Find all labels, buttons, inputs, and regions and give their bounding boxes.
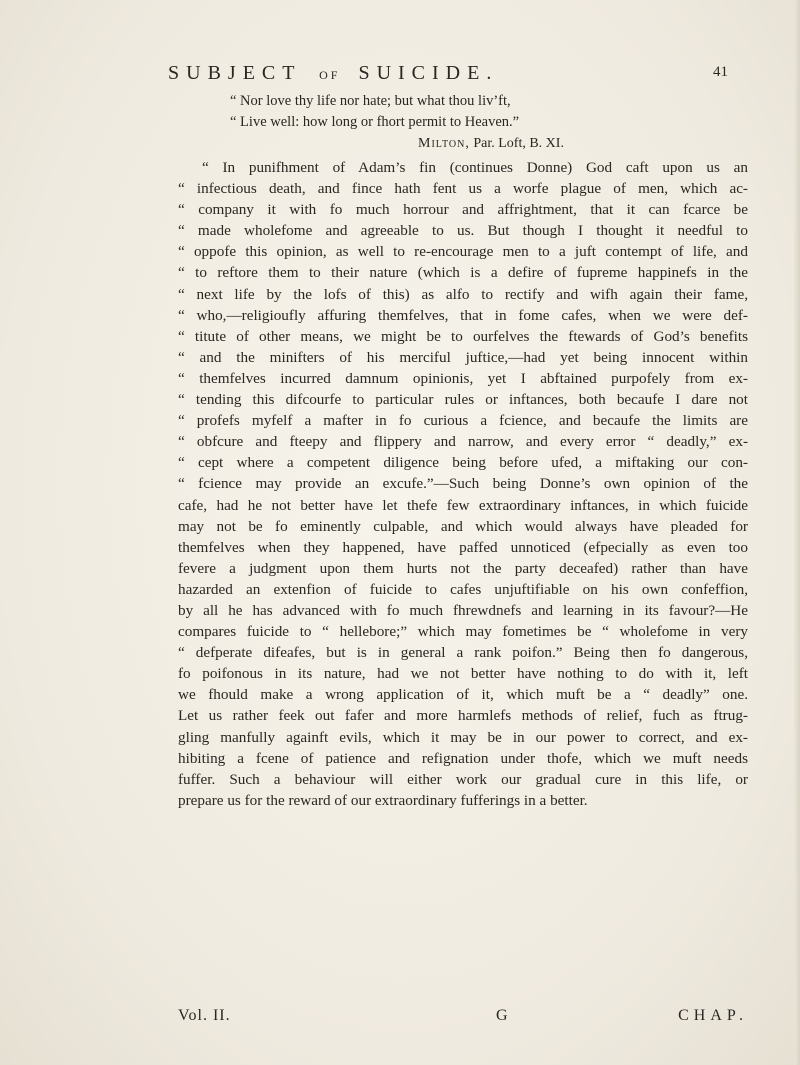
text-line: fo poifonous in its nature, had we not better have nothing to do with it, left <box>178 665 748 683</box>
text-line: “ made wholefome and agreeable to us. But though I thought it needful to <box>178 222 748 240</box>
running-head <box>168 62 728 85</box>
volume-label: Vol. II. <box>178 1007 231 1024</box>
text-line: “ titute of other means, we might be to ourfelves the ftewards of God’s benefits <box>178 327 748 345</box>
epigraph-citation <box>418 133 750 154</box>
text-line: gling manfully againft evils, which it may be in our power to correct, and ex- <box>178 728 748 746</box>
text-line: Let us rather feek out fafer and more harmlefs methods of relief, fuch as ftrug- <box>178 707 748 725</box>
text-line: prepare us for the reward of our extraordinary fufferings in a better. <box>178 791 588 809</box>
text-line: we fhould make a wrong application of it, which muft be a “ deadly” one. <box>178 686 748 704</box>
text-line: “ themfelves incurred damnum opinionis, yet I abftained purpofely from ex- <box>178 369 748 387</box>
text-line: “ defperate difeafes, but is in general a rank poifon.” Being then fo dangerous, <box>178 644 748 662</box>
epigraph-line-2: “ Live well: how long or fhort permit to Heaven.” <box>230 114 520 130</box>
text-line: “ next life by the lofs of this) as alfo to rectify and wifh again their fame, <box>178 285 748 303</box>
running-head-suicide: SUICIDE. <box>358 62 499 84</box>
text-line: hibiting a fcene of patience and refignation under thofe, which we muft needs <box>178 749 748 767</box>
text-line: hazarded an extenfion of fuicide to cafes unjuftifiable on his own confeffion, <box>178 580 748 598</box>
epigraph-author: Milton, <box>418 136 470 151</box>
text-line: “ profefs myfelf a mafter in fo curious a fcience, and becaufe the limits are <box>178 412 748 430</box>
page-edge <box>794 0 800 1065</box>
signature-mark: G <box>496 1007 508 1024</box>
text-line: “ company it with fo much horrour and affrightment, that it can fcarce be <box>178 201 748 219</box>
text-line: “ and the minifters of his merciful juftice,—had yet being innocent within <box>178 348 748 366</box>
text-line: “ cept where a competent diligence being before ufed, a miftaking our con- <box>178 454 748 472</box>
text-line: compares fuicide to “ hellebore;” which may fometimes be “ wholefome in very <box>178 623 748 641</box>
text-line: by all he has advanced with fo much fhrewdnefs and learning in its favour?—He <box>178 601 748 619</box>
text-line: “ to reftore them to their nature (which is a defire of fupreme happinefs in the <box>178 264 748 282</box>
epigraph-source: Par. Loft, B. XI. <box>473 136 564 151</box>
epigraph-line-1: “ Nor love thy life nor hate; but what thou liv’ft, <box>230 93 511 109</box>
body-text <box>178 157 748 811</box>
text-line: “ obfcure and fteepy and flippery and narrow, and every error “ deadly,” ex- <box>178 433 748 451</box>
text-line: “ who,—religioufly affuring themfelves, that in fome cafes, when we were def- <box>178 306 748 324</box>
running-head-subject: SUBJECT <box>168 62 302 84</box>
text-line: themfelves when they happened, have paffed unnoticed (efpecially as even too <box>178 538 748 556</box>
text-line: “ infectious death, and fince hath fent us a worfe plague of men, which ac- <box>178 180 748 198</box>
text-line: “ fcience may provide an excufe.”—Such being Donne’s own opinion of the <box>178 475 748 493</box>
text-line: fevere a judgment upon them hurts not the party deceafed) rather than have <box>178 559 748 577</box>
text-line: may not be fo eminently culpable, and which would always have pleaded for <box>178 517 748 535</box>
text-line: fuffer. Such a behaviour will either work our gradual cure in this life, or <box>178 770 748 788</box>
running-head-of: OF <box>319 68 341 82</box>
text-line: cafe, had he not better have let thefe few extraordinary inftances, in which fuicide <box>178 496 748 514</box>
text-line: “ In punifhment of Adam’s fin (continues Donne) God caft upon us an <box>202 159 748 176</box>
page-number: 41 <box>713 64 728 80</box>
text-line: “ oppofe this opinion, as well to re-encourage men to a juft contempt of life, and <box>178 243 748 261</box>
text-line: “ tending this difcourfe to particular rules or inftances, both becaufe I dare not <box>178 391 748 409</box>
catchword: CHAP. <box>678 1007 748 1024</box>
epigraph <box>230 91 750 154</box>
